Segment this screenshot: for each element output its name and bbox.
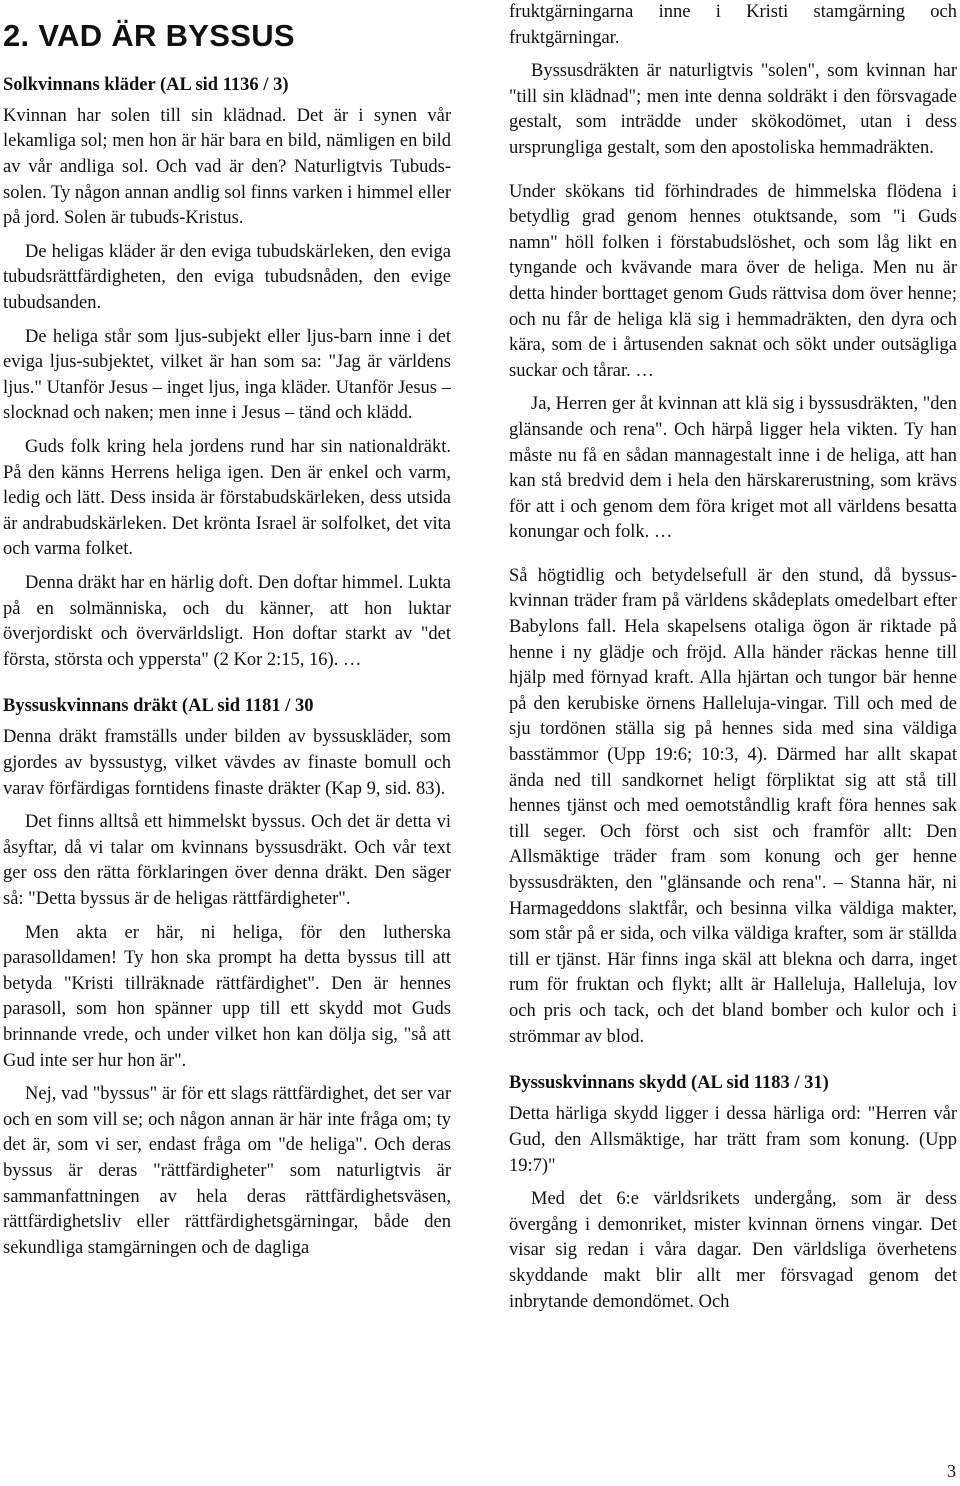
section-body-byssuskvinnans-drakt — [3, 725, 451, 1261]
paragraph: Men akta er här, ni heliga, för den lutherska parasolldamen! Ty hon ska prompt ha detta byssus till att betyda "Kristi tillräknade rättfärdighet". Den är hennes parasoll, som hon spänner upp till ett skydd mot Guds brinnande vrede, och under vilket hon kan dölja sig, "så att Gud inte ser hur hon är". — [3, 922, 451, 1071]
section-heading-byssuskvinnans-drakt: Byssuskvinnans dräkt (AL sid 1181 / 30 — [3, 696, 314, 717]
paragraph: Denna dräkt framställs under bilden av byssuskläder, som gjordes av byssustyg, vilket vävdes av finaste bomull och varav förfärdigas forntidens finaste dräkter (Kap 9, sid. 83). — [3, 727, 451, 799]
paragraph: Denna dräkt har en härlig doft. Den doftar himmel. Lukta på en solmänniska, och du känner, att hon luktar överjordiskt och övervärldsligt. Hon doftar starkt av "det första, största och yppersta" (2 Kor 2:15, 16). … — [3, 572, 451, 670]
paragraph: Byssusdräkten är naturligtvis "solen", som kvinnan har "till sin klädnad"; men inte denna soldräkt i den försvagade gestalt, som inträdde under skökodömet, utan i dess ursprungliga gestalt, som den apostoliska hemmadräkten. — [509, 61, 957, 158]
right-column — [509, 0, 957, 1323]
section-body-solkvinnans-klader — [3, 104, 451, 673]
paragraph: Nej, vad "byssus" är för ett slags rättfärdighet, det ser var och en som vill se; och någon annan är här inte fråga om; ty det är, som vi ser, endast fråga om "de heliga". Och deras byssus är deras "rättfärdigheter" som naturligtvis är sammanfattningen av hela deras rättfärdighetsväsen, rättfärdighetsliv eller rättfärdighetsgärningar, både den sekundliga stamgärningen och de dagliga — [3, 1084, 451, 1258]
paragraph: fruktgärningarna inne i Kristi stamgärning och fruktgärningar. — [509, 2, 957, 48]
paragraph: Det finns alltså ett himmelskt byssus. Och det är detta vi åsyftar, då vi talar om kvinnans byssusdräkt. Och vår text ger oss den rätta förklaringen över denna dräkt. Den säger så: "Detta byssus är de heligas rättfärdigheter". — [3, 812, 451, 910]
right-body-middle — [509, 180, 957, 546]
left-column — [3, 18, 451, 1269]
paragraph: De heliga står som ljus-subjekt eller ljus-barn inne i det eviga ljus-subjektet, vilket är han som sa: "Jag är världens ljus." Utanför Jesus – inget ljus, inga kläder. Utanför Jesus – slocknad och naken; men inne i Jesus – tänd och klädd. — [3, 326, 451, 424]
section-heading-solkvinnans-klader: Solkvinnans kläder (AL sid 1136 / 3) — [3, 74, 289, 95]
chapter-title: 2. VAD ÄR BYSSUS — [3, 18, 295, 53]
paragraph: Under skökans tid förhindrades de himmelska flödena i betydlig grad genom hennes otuktsande, som "i Guds namn" höll folken i förstabudslöshet, och som låg likt en tyngande och kvävande mara över de heliga. Men nu är detta hinder borttaget genom Guds rättvisa dom över henne; och nu får de heliga klä sig i hemmadräkten, den dyra och kära, som de i årtusenden saknat och sökt under outsägliga suckar och tårar. … — [509, 181, 957, 381]
paragraph: Ja, Herren ger åt kvinnan att klä sig i byssusdräkten, "den glänsande och rena". Och härpå ligger hela vikten. Ty han måste nu få en sådan mannagestalt inne i de heliga, att han kan stå bredvid dem i hela den härskarerustning, som krävs för att i och genom dem föra kriget mot all världens besatta konungar och folk. … — [509, 394, 957, 543]
right-body-top — [509, 0, 957, 162]
paragraph: De heligas kläder är den eviga tubudskärleken, den eviga tubudsrättfärdigheten, den eviga tubudsnåden, den evige tubudsanden. — [3, 241, 451, 313]
paragraph: Så högtidlig och betydelsefull är den stund, då byssus-kvinnan träder fram på världens skådeplats omedelbart efter Babylons fall. Hela skapelsens otaliga ögon är riktade på henne i ny glädje och fröjd. Alla händer räckas henne till hjälp med förnyad kraft. Alla hjärtan och tungor bär henne på den kerubiske örnens Halleluja-vingar. Till och med de sju tordönen ställa sig på hennes sida med sina väldiga basstämmor (Upp 19:6; 10:3, 4). Därmed har allt skapat ända ned till sandkornet heligt förpliktat sig att stå till hennes tjänst och med oemotståndlig kraft föra hennes sak till seger. Och först och sist och framför allt: Den Allsmäktige träder fram som konung och ger henne byssusdräkten, den "glänsande och rena". – Stanna här, ni Harmageddons slaktfår, och besinna vilka väldiga makter, som står på er sida, och vilka väldiga krafter, som är ställda till er tjänst. Här finns inga skäl att blekna och darra, inget rum för fruktan och flykt; allt är Halleluja, Halleluja, lov och pris och tack, och det bland bomber och kulor och i strömmar av blod. — [509, 565, 957, 1047]
paragraph: Detta härliga skydd ligger i dessa härliga ord: "Herren vår Gud, den Allsmäktige, har trätt fram som konung. (Upp 19:7)" — [509, 1104, 957, 1176]
paragraph: Med det 6:e världsrikets undergång, som är dess övergång i demonriket, mister kvinnan örnens vingar. Det visar sig redan i våra dagar. Den världsliga överhetens skyddande makt blir allt mer försvagad genom det inbrytande demondömet. Och — [509, 1189, 957, 1312]
page-number: 3 — [947, 1461, 956, 1481]
paragraph: Guds folk kring hela jordens rund har sin nationaldräkt. På den känns Herrens heliga igen. Den är enkel och varm, ledig och lätt. Dess insida är förstabudskärleken, dess utsida är andrabudskärleken. Det krönta Israel är solfolket, det vita och varma folket. — [3, 436, 451, 560]
right-body-lower — [509, 564, 957, 1050]
section-body-byssuskvinnans-skydd — [509, 1102, 957, 1315]
paragraph: Kvinnan har solen till sin klädnad. Det är i synen vår lekamliga sol; men hon är här bara en bild, nämligen en bild av vår andliga sol. Och vad är den? Naturligtvis Tubuds-solen. Ty någon annan andlig sol finns varken i himmel eller på jord. Solen är tubuds-Kristus. — [3, 105, 451, 229]
section-heading-byssuskvinnans-skydd: Byssuskvinnans skydd (AL sid 1183 / 31) — [509, 1073, 829, 1094]
